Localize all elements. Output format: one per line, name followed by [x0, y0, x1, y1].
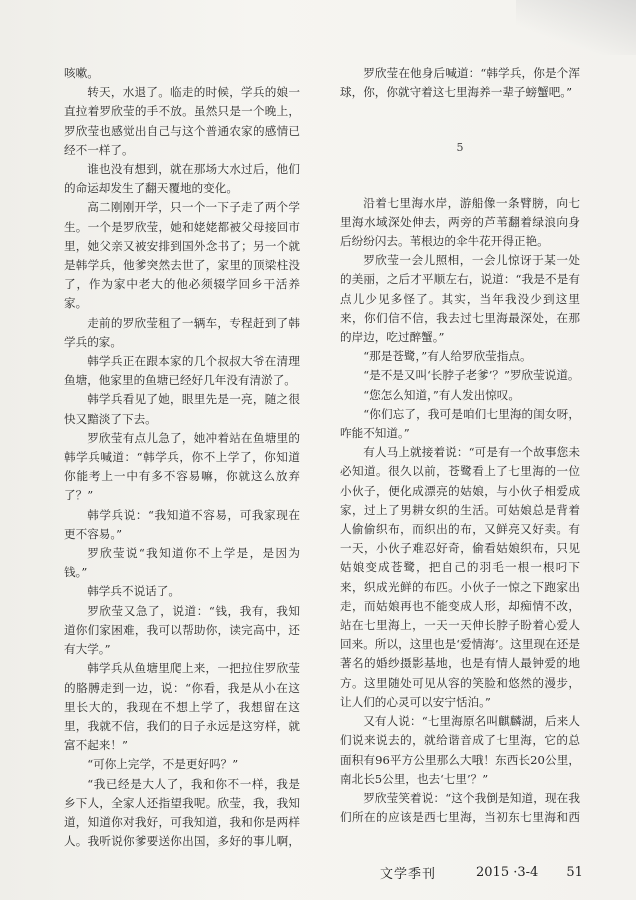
paragraph: 沿着七里海水岸，游船像一条臂膀，向七里海水域深处伸去，两旁的芦苇翻着绿浪向身后纷纷闪去。苇根边的伞牛花开得正艳。	[340, 195, 580, 249]
journal-title: 文学季刊	[380, 866, 437, 882]
page-number: 51	[566, 864, 583, 880]
paragraph: “那是苍鹭，”有人给罗欣莹指点。	[363, 349, 532, 364]
paragraph: 谁也没有想到，就在那场大水过后，他们的命运却发生了翻天覆地的变化。	[64, 162, 300, 196]
paragraph: 韩学兵不说话了。	[87, 584, 180, 599]
right-column-bottom	[340, 194, 580, 830]
paragraph: 咳嗽。	[64, 66, 99, 80]
right-column	[340, 64, 580, 830]
paragraph: “你们忘了，我可是咱们七里海的闺女呀，咋能不知道。”	[340, 406, 580, 441]
paragraph: 韩学兵从鱼塘里爬上来，一把拉住罗欣莹的胳膊走到一边，说：“你看，我是从小在这里长大的，我现在不想上学了，我想留在这里，我就不信，我们的日子永远是这穷样，就富不起来！”	[64, 661, 300, 753]
paragraph: 罗欣莹笑着说：“这个我倒是知道，现在我们所在的应该是西七里海，当初东七里海和西	[340, 790, 580, 825]
paragraph: 罗欣莹一会儿照相，一会儿惊讶于某一处的美丽，之后才平顺左右，说道：“我是不是有点儿少见多怪了。其实，当年我没少到这里来，你们信不信，我去过七里海最深处，在那的岸边，吃过醉蟹。”	[340, 253, 580, 345]
paragraph: 罗欣莹又急了，说道：“钱，我有，我知道你们家困难，我可以帮助你，读完高中，还有大学。”	[64, 603, 300, 657]
scan-shadow	[516, 0, 636, 55]
paragraph: 罗欣莹在他身后喊道：“韩学兵，你是个浑球，你，你就守着这七里海养一辈子螃蟹吧。”	[340, 66, 580, 100]
issue-number: 2015 ·3-4	[476, 864, 539, 880]
paragraph: 又有人说：“七里海原名叫麒麟湖，后来人们说来说去的，就给谐音成了七里海，它的总面积有96平方公里那么大哦！东西长20公里，南北长5公里，也去‘七里’？”	[340, 714, 580, 786]
paragraph: 有人马上就接着说：“可是有一个故事您未必知道。很久以前，苍鹭看上了七里海的一位小伙子，便化成漂亮的姑娘，与小伙子相爱成家，过上了男耕女织的生活。可姑娘总是背着人偷偷织布，而织出的布，又鲜亮又好卖。有一天，小伙子难忍好奇，偷看姑娘织布，只见姑娘变成苍鹭，把自己的羽毛一根一根叼下来，织成光鲜的布匹。小伙子一惊之下跑家出走，而姑娘再也不能变成人形，却痴情不改，站在七里海上，一天一天伸长脖子盼着心爱人回来。所以，这里也是‘爱情海’。这里现在还是著名的婚纱摄影基地，也是有情人最钟爱的地方。这里随处可见从容的笑脸和悠然的漫步，让人们的心灵可以安宁恬泊。”	[340, 445, 580, 709]
paragraph: 高二刚刚开学，只一个一下子走了两个学生。一个是罗欣莹，她和姥姥都被父母接回市里，她父亲又被安排到国外念书了；另一个就是韩学兵，他爹突然去世了，家里的顶梁柱没了，作为家中老大的他必须辍学回乡干活养家。	[64, 200, 300, 311]
paragraph: 转天，水退了。临走的时候，学兵的娘一直拉着罗欣莹的手不放。虽然只是一个晚上，罗欣莹也感觉出自己与这个普通农家的感情已经不一样了。	[64, 85, 300, 157]
paragraph: “是不是又叫‘长脖子老爹’？”罗欣莹说道。	[363, 368, 580, 383]
left-column	[64, 64, 300, 850]
paragraph: 罗欣莹有点儿急了，她冲着站在鱼塘里的韩学兵喊道：“韩学兵，你不上学了，你知道你能考上一中有多不容易嘛，你就这么放弃了？”	[64, 430, 300, 503]
paragraph: 韩学兵说：“我知道不容易，可我家现在更不容易。”	[64, 507, 300, 541]
page-footer	[380, 860, 600, 884]
paragraph: 韩学兵看见了她，眼里先是一亮，随之很快又黯淡了下去。	[64, 392, 300, 426]
paragraph: “您怎么知道，”有人发出惊叹。	[363, 387, 520, 402]
paragraph: 罗欣莹说“我知道你不上学是，是因为钱。”	[64, 546, 300, 580]
right-column-top	[340, 64, 580, 102]
paragraph: 走前的罗欣莹租了一辆车，专程赶到了韩学兵的家。	[64, 315, 300, 349]
paragraph: “我已经是大人了，我和你不一样，我是乡下人，全家人还指望我呢。欣莹，我，我知道，知道你对我好，可我知道，我和你是两样人。我听说你爹要送你出国，多好的事儿啊，	[64, 776, 300, 849]
paragraph: 韩学兵正在跟本家的几个叔叔大爷在清理鱼塘，他家里的鱼塘已经好几年没有清淤了。	[64, 354, 300, 388]
paragraph: “可你上完学，不是更好吗？”	[87, 757, 239, 772]
section-number: 5	[456, 141, 464, 155]
